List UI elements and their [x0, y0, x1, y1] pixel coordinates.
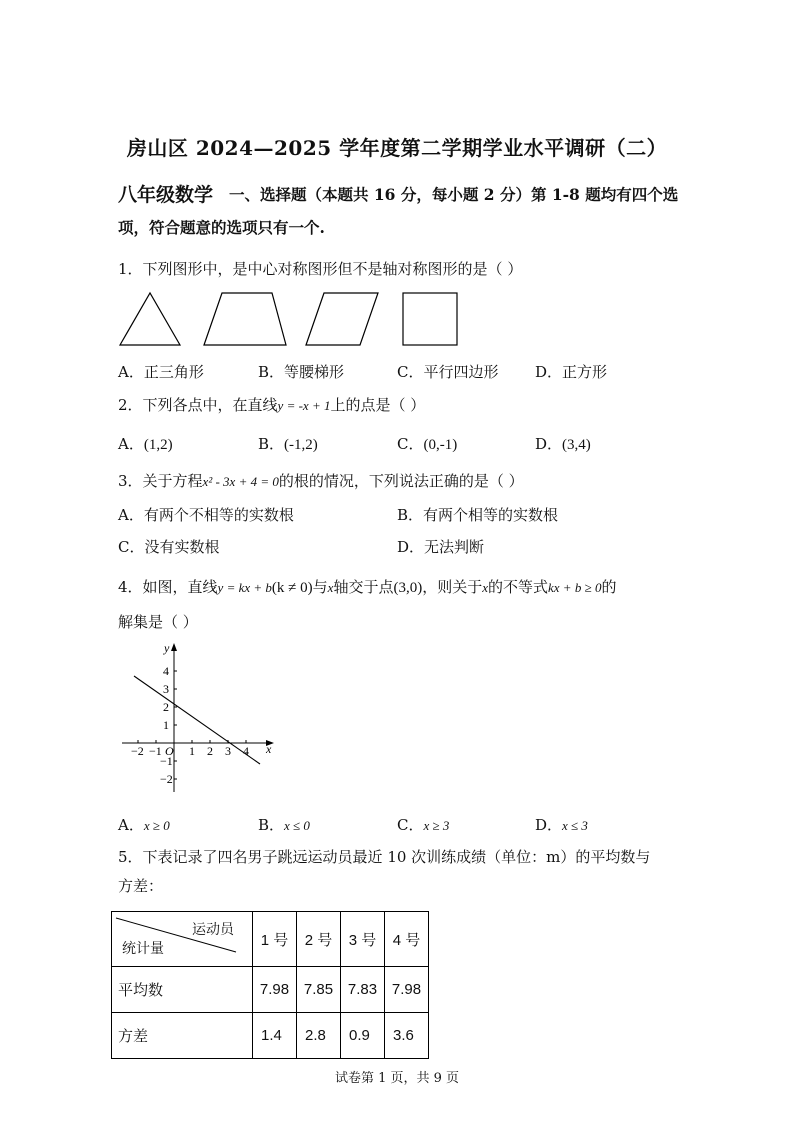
- q2-option-c-value: (0,-1): [423, 437, 458, 453]
- q4-option-a-value: x ≥ 0: [143, 818, 170, 833]
- table-header-4: 4 号: [385, 912, 429, 967]
- q3-formula: x² - 3x + 4 = 0: [202, 474, 279, 489]
- x-tick-neg2: −2: [131, 744, 144, 758]
- q2-formula: y = -x + 1: [277, 398, 331, 413]
- table-header-2: 2 号: [297, 912, 341, 967]
- y-tick-neg2: −2: [160, 772, 173, 786]
- q4-option-d-label: D．: [535, 816, 563, 834]
- square-figure: [403, 293, 457, 345]
- table-header-row: [112, 912, 429, 967]
- q2-option-d-label: D．: [535, 435, 563, 453]
- q2-option-a: [118, 433, 173, 454]
- subject-heading: 八年级数学: [118, 184, 214, 206]
- x-tick-3: 3: [225, 744, 231, 758]
- row-label-variance: 方差: [112, 1013, 253, 1059]
- table-cell: 7.85: [297, 967, 341, 1013]
- q4-option-a: [118, 814, 170, 835]
- q4-formula-condition: (k ≠ 0): [271, 580, 313, 596]
- q1-option-a: A．正三角形: [118, 363, 204, 381]
- q4-option-d-value: x ≤ 3: [562, 818, 588, 833]
- q3-suffix: 的根的情况，下列说法正确的是（ ）: [278, 472, 524, 490]
- y-axis-label: y: [164, 641, 170, 655]
- q4-option-c-value: x ≥ 3: [423, 818, 450, 833]
- q5-stem-line2: 方差：: [118, 877, 164, 895]
- q4-text-4: ，则关于: [422, 578, 483, 596]
- q4-option-c: [397, 814, 449, 835]
- table-cell: 1.4: [253, 1013, 297, 1059]
- q3-option-a: A．有两个不相等的实数根: [118, 506, 294, 524]
- table-header-1: 1 号: [253, 912, 297, 967]
- x-tick-1: 1: [189, 744, 195, 758]
- section-heading-line2: 项，符合题意的选项只有一个.: [118, 218, 325, 237]
- x-tick-neg1: −1: [149, 744, 162, 758]
- row-label-mean: 平均数: [112, 967, 253, 1013]
- q4-formula-x: x: [327, 580, 334, 595]
- q3-option-d: D．无法判断: [397, 538, 485, 556]
- q3-prefix: 3．关于方程: [118, 472, 203, 490]
- trapezoid-figure: [204, 293, 286, 345]
- q2-prefix: 2．下列各点中，在直线: [118, 396, 278, 414]
- q4-formula-line: y = kx + b: [217, 580, 272, 595]
- parallelogram-figure: [306, 293, 378, 345]
- q2-option-a-value: (1,2): [143, 437, 173, 453]
- q4-text-2: 与: [312, 578, 328, 596]
- q2-option-b-label: B．: [258, 435, 285, 453]
- y-axis-arrow: [171, 643, 177, 651]
- q4-option-b-value: x ≤ 0: [284, 818, 310, 833]
- q2-option-c: [397, 433, 457, 454]
- y-tick-3: 3: [163, 682, 169, 696]
- x-tick-4: 4: [243, 744, 249, 758]
- y-tick-2: 2: [163, 700, 169, 714]
- q4-option-c-label: C．: [397, 816, 424, 834]
- q4-stem: [118, 576, 616, 597]
- q4-text-1: 4．如图，直线: [118, 578, 218, 596]
- axis-ticks: [138, 671, 246, 779]
- table-cell: 7.98: [253, 967, 297, 1013]
- q3-option-b: B．有两个相等的实数根: [397, 506, 559, 524]
- q2-option-a-label: A．: [118, 435, 144, 453]
- q4-option-b-label: B．: [258, 816, 285, 834]
- q1-option-d: D．正方形: [535, 363, 608, 381]
- q1-option-b: B．等腰梯形: [258, 363, 345, 381]
- y-tick-1: 1: [163, 718, 169, 732]
- x-tick-2: 2: [207, 744, 213, 758]
- section-heading-line1: 一、选择题（本题共 16 分，每小题 2 分）第 1-8 题均有四个选: [229, 185, 679, 204]
- table-cell: 0.9: [341, 1013, 385, 1059]
- q3-stem: [118, 470, 524, 491]
- q2-stem: [118, 394, 425, 415]
- x-axis-label: x: [266, 742, 272, 756]
- q4-text-5: 的不等式: [488, 578, 549, 596]
- corner-top-label: 运动员: [192, 921, 234, 937]
- page-title: 房山区 2024—2025 学年度第二学期学业水平调研（二）: [126, 136, 668, 160]
- q1-figures: [118, 290, 468, 350]
- triangle-figure: [120, 293, 180, 345]
- y-tick-neg1: −1: [160, 754, 173, 768]
- q4-formula-x2: x: [482, 580, 488, 595]
- q4-text-6: 的: [601, 578, 617, 596]
- q4-formula-inequality: kx + b ≥ 0: [548, 580, 602, 595]
- table-cell: 2.8: [297, 1013, 341, 1059]
- q2-suffix: 上的点是（ ）: [330, 396, 426, 414]
- q4-stem-line2: 解集是（ ）: [118, 613, 198, 631]
- table-cell: 7.98: [385, 967, 429, 1013]
- q5-stem-line1: 5．下表记录了四名男子跳远运动员最近 10 次训练成绩（单位：m）的平均数与: [118, 848, 651, 866]
- table-row: [112, 967, 429, 1013]
- page-footer: 试卷第 1 页，共 9 页: [334, 1071, 460, 1086]
- q2-option-b: [258, 433, 318, 454]
- table-corner-cell: [112, 912, 253, 967]
- y-tick-4: 4: [163, 664, 169, 678]
- q4-graph: [118, 640, 288, 810]
- q4-option-b: [258, 814, 310, 835]
- q4-text-3: 轴交于点: [333, 578, 394, 596]
- table-row: [112, 1013, 429, 1059]
- q2-option-c-label: C．: [397, 435, 424, 453]
- table-cell: 7.83: [341, 967, 385, 1013]
- q2-option-d: [535, 433, 591, 454]
- q2-option-b-value: (-1,2): [284, 437, 318, 453]
- q4-option-a-label: A．: [118, 816, 144, 834]
- q1-stem: 1．下列图形中，是中心对称图形但不是轴对称图形的是（ ）: [118, 260, 523, 278]
- q4-option-d: [535, 814, 588, 835]
- q4-formula-point: (3,0): [393, 580, 423, 596]
- q3-option-c: C．没有实数根: [118, 538, 220, 556]
- q2-option-d-value: (3,4): [562, 437, 591, 453]
- q1-option-c: C．平行四边形: [397, 363, 499, 381]
- table-header-3: 3 号: [341, 912, 385, 967]
- stats-table: [111, 911, 429, 1059]
- table-cell: 3.6: [385, 1013, 429, 1059]
- corner-bottom-label: 统计量: [122, 940, 164, 956]
- origin-label: O: [165, 744, 174, 758]
